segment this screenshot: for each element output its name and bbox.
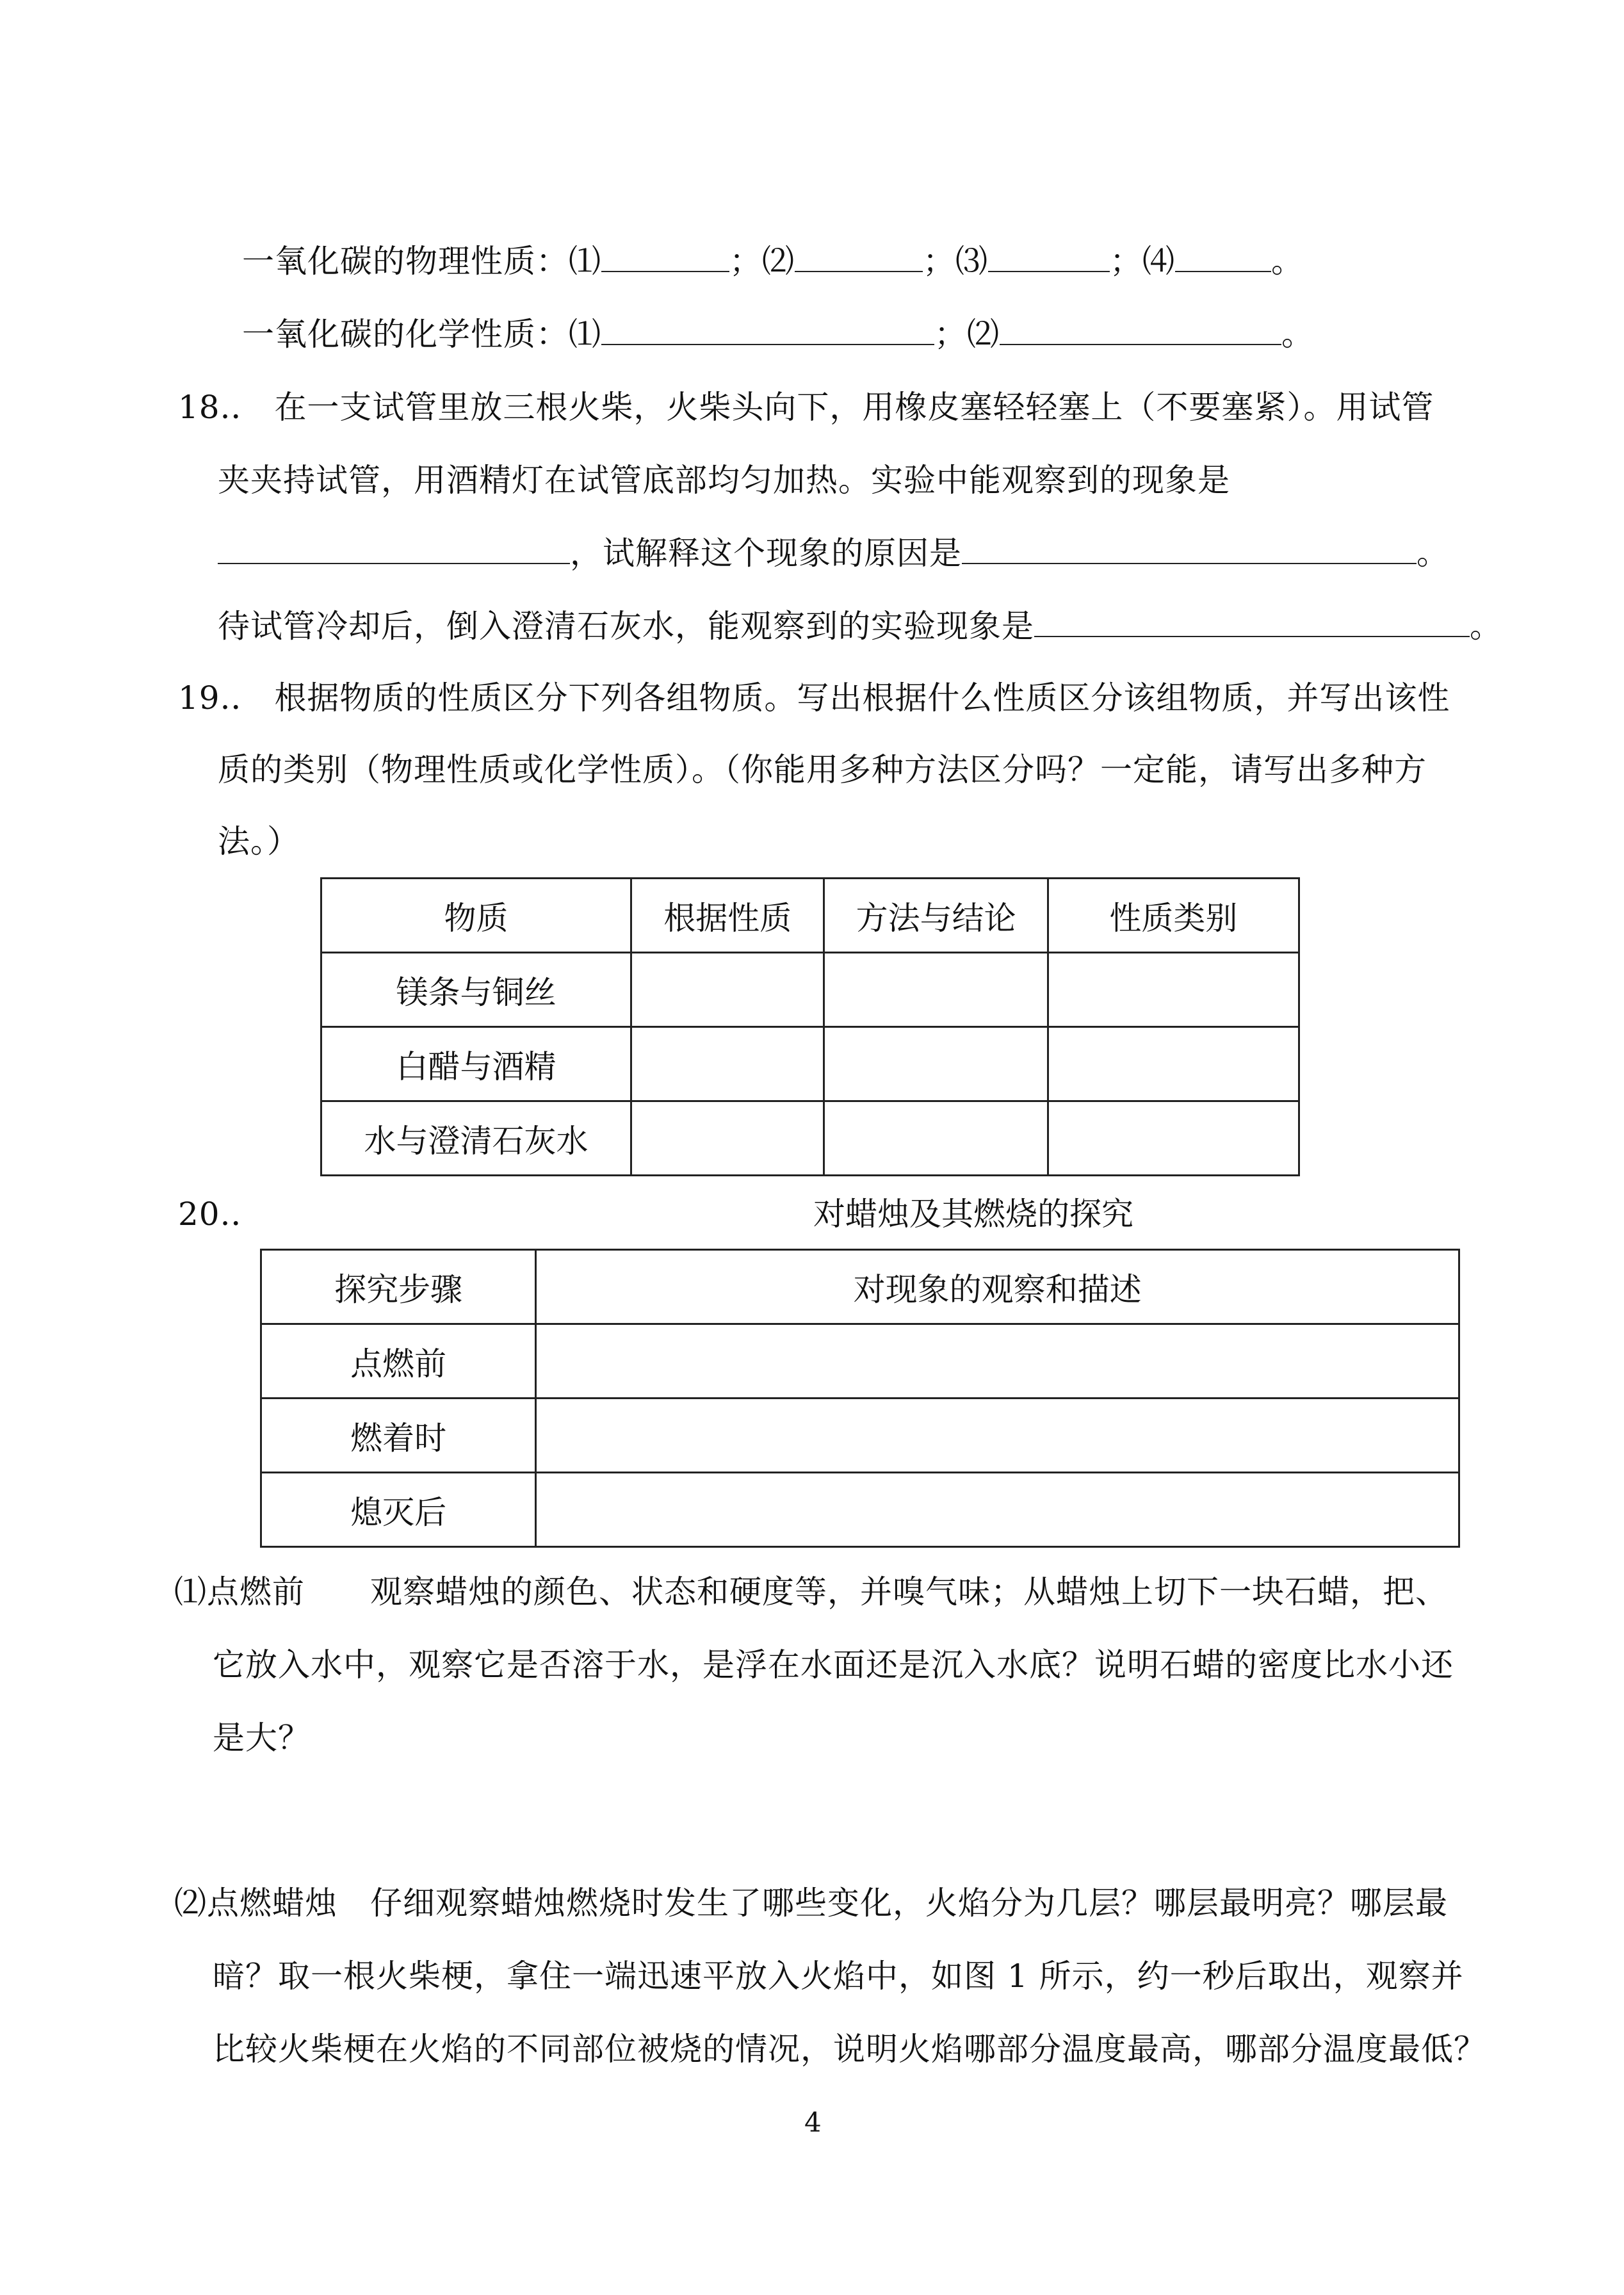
q20-p1-line1: ⑴点燃前 观察蜡烛的颜色、状态和硬度等，并嗅气味；从蜡烛上切下一块石蜡，把、	[174, 1573, 1448, 1610]
table-header: 探究步骤	[261, 1250, 536, 1324]
table-row	[261, 1324, 1459, 1399]
row-label: 燃着时	[261, 1399, 536, 1473]
answer-cell[interactable]	[824, 1027, 1048, 1101]
q20-table	[260, 1249, 1460, 1548]
table-row	[321, 1101, 1299, 1176]
row-label: 白醋与酒精	[321, 1027, 631, 1101]
answer-cell[interactable]	[1048, 1027, 1299, 1101]
q20-p2-line1: ⑵点燃蜡烛 仔细观察蜡烛燃烧时发生了哪些变化，火焰分为几层？哪层最明亮？哪层最	[174, 1885, 1448, 1922]
answer-cell[interactable]	[631, 953, 824, 1027]
answer-cell[interactable]	[1048, 1101, 1299, 1176]
q19-line1: 19.． 根据物质的性质区分下列各组物质。写出根据什么性质区分该组物质，并写出该性	[178, 679, 1450, 717]
answer-cell[interactable]	[536, 1324, 1459, 1399]
table-row	[321, 953, 1299, 1027]
answer-blank[interactable]	[795, 243, 923, 272]
table-row	[261, 1473, 1459, 1547]
table-row	[261, 1399, 1459, 1473]
answer-blank[interactable]	[218, 535, 570, 564]
table-header: 根据性质	[631, 879, 824, 953]
co-chemical-label: 一氧化碳的化学性质：	[242, 316, 569, 353]
q20-p2-line3: 比较火柴梗在火焰的不同部位被烧的情况，说明火焰哪部分温度最高，哪部分温度最低？	[213, 2031, 1486, 2068]
row-label: 水与澄清石灰水	[321, 1101, 631, 1176]
q19-number: 19.．	[178, 679, 264, 717]
answer-blank[interactable]	[1175, 243, 1271, 272]
q18-line1: 18.． 在一支试管里放三根火柴，火柴头向下，用橡皮塞轻轻塞上（不要塞紧）。用试管	[178, 389, 1434, 426]
q19-line2: 质的类别（物理性质或化学性质）。（你能用多种方法区分吗？一定能，请写出多种方	[218, 751, 1427, 788]
table-header: 对现象的观察和描述	[536, 1250, 1459, 1324]
q20-p1-line2: 它放入水中，观察它是否溶于水，是浮在水面还是沉入水底？说明石蜡的密度比水小还	[213, 1646, 1454, 1683]
table-header: 性质类别	[1048, 879, 1299, 953]
q18-line2: 夹夹持试管，用酒精灯在试管底部均匀加热。实验中能观察到的现象是	[218, 462, 1230, 499]
table-header: 物质	[321, 879, 631, 953]
q20-p1-line3: 是大？	[213, 1719, 311, 1756]
answer-cell[interactable]	[1048, 953, 1299, 1027]
answer-cell[interactable]	[631, 1101, 824, 1176]
q20-p2-line2: 暗？取一根火柴梗，拿住一端迅速平放入火焰中，如图 1 所示，约一秒后取出，观察并	[213, 1958, 1464, 1995]
q20-table-title: 对蜡烛及其燃烧的探究	[813, 1196, 1133, 1233]
answer-blank[interactable]	[962, 535, 1417, 564]
co-physical-line: 一氧化碳的物理性质：⑴ ；⑵ ；⑶ ；⑷ 。	[242, 243, 1304, 280]
answer-blank[interactable]	[1000, 316, 1281, 345]
q18-line4: 待试管冷却后，倒入澄清石灰水，能观察到的实验现象是 。	[218, 608, 1502, 645]
q19-table	[320, 877, 1300, 1176]
table-header: 方法与结论	[824, 879, 1048, 953]
answer-cell[interactable]	[536, 1399, 1459, 1473]
answer-blank[interactable]	[601, 316, 934, 345]
table-row	[321, 1027, 1299, 1101]
q18-line3: ，试解释这个现象的原因是 。	[218, 534, 1449, 572]
answer-cell[interactable]	[631, 1027, 824, 1101]
answer-blank[interactable]	[601, 243, 729, 272]
answer-blank[interactable]	[1034, 608, 1470, 637]
table-header-row	[261, 1250, 1459, 1324]
q18-number: 18.．	[178, 389, 264, 426]
answer-cell[interactable]	[824, 953, 1048, 1027]
page-number: 4	[804, 2107, 822, 2138]
q20-number: 20.．	[178, 1196, 264, 1233]
answer-blank[interactable]	[988, 243, 1110, 272]
table-header-row	[321, 879, 1299, 953]
row-label: 点燃前	[261, 1324, 536, 1399]
co-physical-label: 一氧化碳的物理性质：	[242, 243, 569, 280]
q19-line3: 法。）	[218, 823, 300, 860]
answer-cell[interactable]	[536, 1473, 1459, 1547]
row-label: 熄灭后	[261, 1473, 536, 1547]
co-chemical-line: 一氧化碳的化学性质：⑴ ；⑵ 。	[242, 316, 1314, 353]
answer-cell[interactable]	[824, 1101, 1048, 1176]
row-label: 镁条与铜丝	[321, 953, 631, 1027]
